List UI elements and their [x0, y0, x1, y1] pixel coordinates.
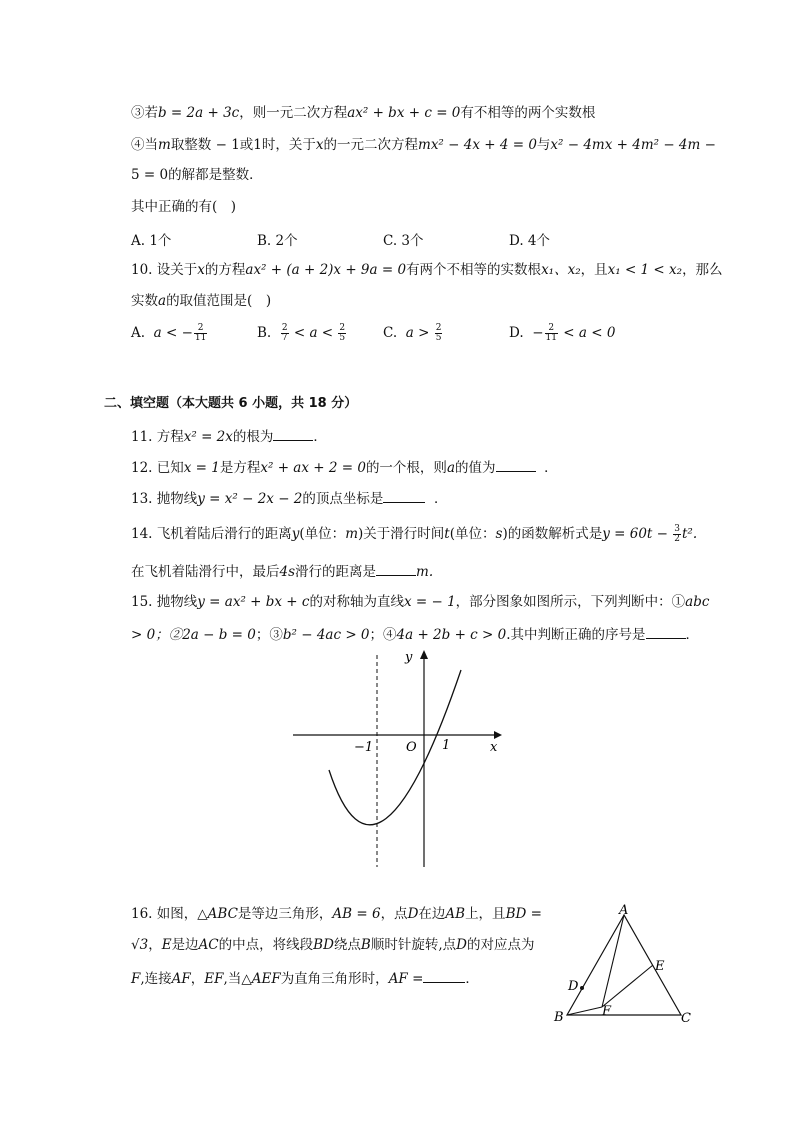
q9-option-b[interactable]: B. 2个 [257, 233, 298, 249]
answer-blank[interactable] [423, 968, 465, 983]
answer-blank[interactable] [646, 624, 686, 639]
origin-label: O [406, 740, 417, 755]
q9-option-c[interactable]: C. 3个 [383, 233, 424, 249]
q10-option-c[interactable]: C. a > $\frac{2}{5}$ [383, 323, 442, 343]
label-d: D [568, 979, 579, 994]
q10-option-a[interactable]: A. a < − $\frac{2}{11}$ [131, 323, 207, 343]
q9-option-d[interactable]: D. 4个 [509, 233, 551, 249]
segment-bf [567, 1007, 602, 1015]
segment-af [602, 915, 624, 1007]
answer-blank[interactable] [273, 426, 313, 441]
section-heading: 二、填空题（本大题共 6 小题，共 18 分） [104, 396, 358, 411]
q16: 16. 如图，△ABC是等边三角形，AB = 6，点D在边AB上，且BD = [131, 906, 542, 922]
x-axis-arrow [494, 731, 502, 739]
label-b: B [554, 1010, 564, 1025]
neg-one-label: −1 [354, 740, 374, 755]
label-f: F [602, 1004, 612, 1019]
label-a: A [619, 903, 629, 918]
q9-option-a[interactable]: A. 1个 [131, 233, 172, 249]
label-c: C [681, 1011, 691, 1026]
y-axis-label: y [405, 650, 413, 665]
q10-option-d[interactable]: D. − $\frac{2}{11}$ < a < 0 [509, 323, 616, 343]
q9-item3: ③若b = 2a + 3c，则一元二次方程ax² + bx + c = 0有不相等的两个实数根 [131, 105, 596, 121]
q16-cont2: F,连接AF，EF,当△AEF为直角三角形时，AF = ． [131, 968, 479, 989]
q14: 14. 飞机着陆后滑行的距离y(单位：m)关于滑行时间t(单位：s)的函数解析式是y = 60t − $\frac{3}{2}$ t². [131, 524, 698, 544]
point-d [580, 986, 584, 990]
triangle-figure [550, 900, 710, 1035]
y-axis-arrow [420, 650, 428, 659]
q9-stem-tail: 其中正确的有( ) [131, 199, 237, 215]
q12: 12. 已知x = 1是方程x² + ax + 2 = 0的一个根，则a的值为 ． [131, 457, 558, 478]
parabola-graph [290, 645, 520, 870]
label-e: E [655, 959, 665, 974]
q10-option-b[interactable]: B. $\frac{2}{7}$ < a < $\frac{2}{5}$ [257, 323, 346, 343]
q15-cont: > 0；②2a − b = 0；③b² − 4ac > 0；④4a + 2b + c > 0.其中判断正确的序号是 ． [131, 624, 699, 645]
segment-ef [602, 965, 653, 1007]
q15: 15. 抛物线y = ax² + bx + c的对称轴为直线x = − 1，部分图象如图所示，下列判断中：①abc [131, 594, 710, 610]
one-label: 1 [442, 738, 451, 753]
q9-item4-cont: 5 = 0的解都是整数． [131, 167, 263, 183]
q11: 11. 方程x² = 2x的根为 ． [131, 426, 327, 447]
q10-stem-cont: 实数a的取值范围是( ) [131, 293, 272, 309]
q9-item4: ④当m取整数 − 1或1时，关于x的一元二次方程mx² − 4x + 4 = 0与x² − 4mx + 4m² − 4m − [131, 137, 716, 153]
x-axis-label: x [490, 740, 498, 755]
q13: 13. 抛物线y = x² − 2x − 2的顶点坐标是 ． [131, 488, 448, 509]
q14-cont: 在飞机着陆滑行中，最后4s滑行的距离是 m. [131, 561, 433, 582]
q10-stem: 10. 设关于x的方程ax² + (a + 2)x + 9a = 0有两个不相等的实数根x₁、x₂，且x₁ < 1 < x₂，那么 [131, 262, 723, 278]
answer-blank[interactable] [383, 488, 425, 503]
answer-blank[interactable] [496, 457, 536, 472]
q16-cont: √3，E是边AC的中点，将线段BD绕点B顺时针旋转,点D的对应点为 [131, 937, 535, 953]
answer-blank[interactable] [376, 561, 416, 576]
